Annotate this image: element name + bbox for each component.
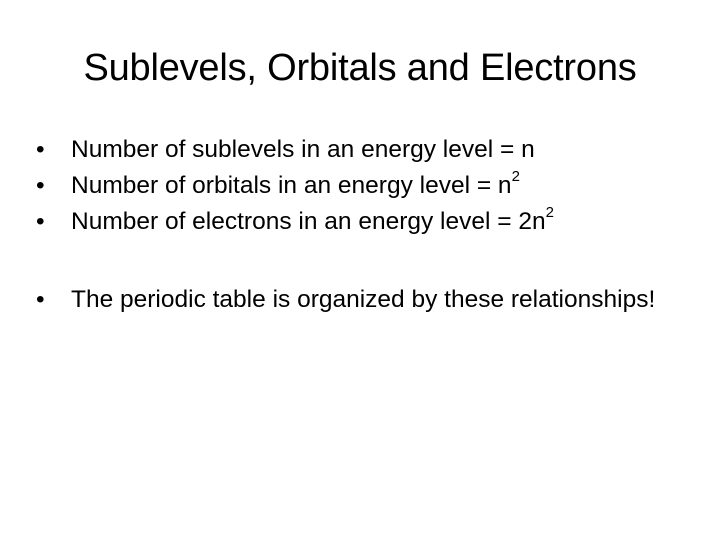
bullet-item xyxy=(36,132,676,168)
bullet-marker: • xyxy=(36,208,45,235)
bullet-list xyxy=(36,132,676,318)
bullet-item xyxy=(36,204,676,240)
superscript: 2 xyxy=(545,203,554,221)
bullet-marker: • xyxy=(36,136,45,163)
bullet-text: Number of sublevels in an energy level = n xyxy=(71,136,535,163)
bullet-item xyxy=(36,282,676,318)
bullet-marker: • xyxy=(36,286,45,313)
bullet-text: Number of electrons in an energy level = 2n xyxy=(71,208,546,235)
bullet-marker: • xyxy=(36,172,45,199)
bullet-text: The periodic table is organized by these relationships! xyxy=(71,286,656,313)
slide-title: Sublevels, Orbitals and Electrons xyxy=(83,47,637,89)
bullet-text: Number of orbitals in an energy level = n xyxy=(71,172,512,199)
bullet-item xyxy=(36,168,676,204)
superscript: 2 xyxy=(511,167,520,185)
